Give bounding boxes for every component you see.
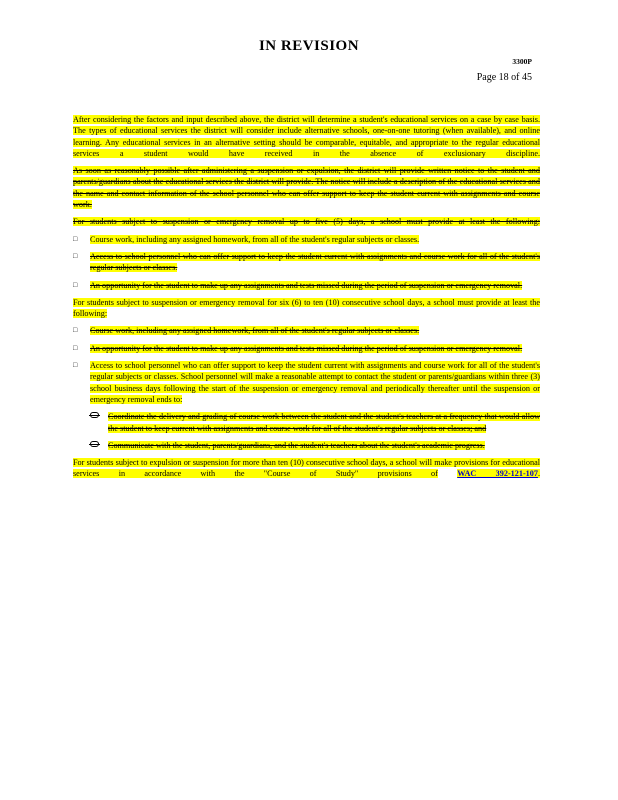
paragraph-text: As soon as reasonably possible after administering a suspension or expulsion, the district will provide written notice to the student and parents/guardians about the educational services the district will provide. The notice will include a description of the educational services and the name and contact information of the school personnel who can offer support to keep the student current with assignments and course work.: [73, 166, 540, 210]
paragraph-expulsion: [73, 457, 540, 480]
list-item: [73, 360, 540, 405]
sub-bullet-marker-icon: [90, 441, 99, 447]
bullet-marker-icon: □: [73, 326, 78, 335]
paragraph-written-notice: [73, 165, 540, 210]
list-item: [73, 325, 540, 336]
bullet-marker-icon: □: [73, 343, 78, 352]
sub-list-item-text: Communicate with the student, parents/guardians, and the student's teachers about the student's academic progress.: [108, 440, 485, 450]
paragraph-text: For students subject to expulsion or suspension for more than ten (10) consecutive school days, a school will make provisions for educational services in accordance with the "Course of Study" provisions of: [73, 458, 540, 479]
list-item-text: An opportunity for the student to make up any assignments and tests missed during the period of suspension or emergency removal.: [90, 343, 523, 353]
bullet-marker-icon: □: [73, 234, 78, 243]
paragraph-short-suspension: [73, 216, 540, 227]
policy-code: 3300P: [512, 57, 532, 66]
list-item-text: Access to school personnel who can offer support to keep the student current with assignments and course work for all of the student's regular subjects or classes. School personnel will make a reasonable attempt to contact the student or parents/guardians within three (3) school business days following the start of the suspension or emergency removal and periodically thereafter until the suspension or emergency removal ends to:: [90, 361, 540, 404]
list-item: [73, 251, 540, 274]
wac-link[interactable]: WAC 392-121-107: [457, 469, 538, 479]
list-item-text: An opportunity for the student to make up any assignments and tests missed during the period of suspension or emergency removal.: [90, 280, 523, 290]
list-item: [73, 343, 540, 354]
list-item-text: Access to school personnel who can offer support to keep the student current with assignments and course work for all of the student's regular subjects or classes.: [90, 251, 540, 273]
page-title: IN REVISION: [258, 38, 360, 54]
sub-bullet-marker-icon: [90, 412, 99, 418]
paragraph-text: After considering the factors and input described above, the district will determine a student's educational services on a case by case basis. The types of educational services the district will consider include alternative schools, one-on-one tutoring (when available), and online learning. Any educational services in an alternative setting should be comparable, equitable, and appropriate to the regular educational services a student would have received in the absence of exclusionary discipline.: [73, 115, 540, 158]
list-item-text: Course work, including any assigned homework, from all of the student's regular subjects or classes.: [90, 326, 420, 336]
paragraph-text: For students subject to suspension or emergency removal for six (6) to ten (10) consecutive school days, a school must provide at least the following:: [73, 297, 540, 319]
list-item-text: Course work, including any assigned homework, from all of the student's regular subjects or classes.: [90, 234, 420, 244]
bullet-marker-icon: □: [73, 280, 78, 289]
document-body: [73, 114, 540, 486]
paragraph-end: .: [537, 469, 541, 479]
bullet-marker-icon: □: [73, 361, 78, 370]
bullet-marker-icon: □: [73, 251, 78, 260]
sub-list-item: [73, 411, 540, 434]
sub-list-item: [73, 440, 540, 451]
list-item: [73, 234, 540, 245]
paragraph-educational-services: [73, 114, 540, 159]
paragraph-text: For students subject to suspension or emergency removal up to five (5) days, a school must provide at least the following:: [73, 217, 540, 227]
page-number: Page 18 of 45: [476, 72, 532, 83]
list-item: [73, 280, 540, 291]
paragraph-long-suspension: [73, 297, 540, 320]
sub-list-item-text: Coordinate the delivery and grading of course work between the student and the student's teachers at a frequency that would allow the student to keep current with assignments and course work for all of the student's regular subjects or classes; and: [108, 412, 540, 433]
